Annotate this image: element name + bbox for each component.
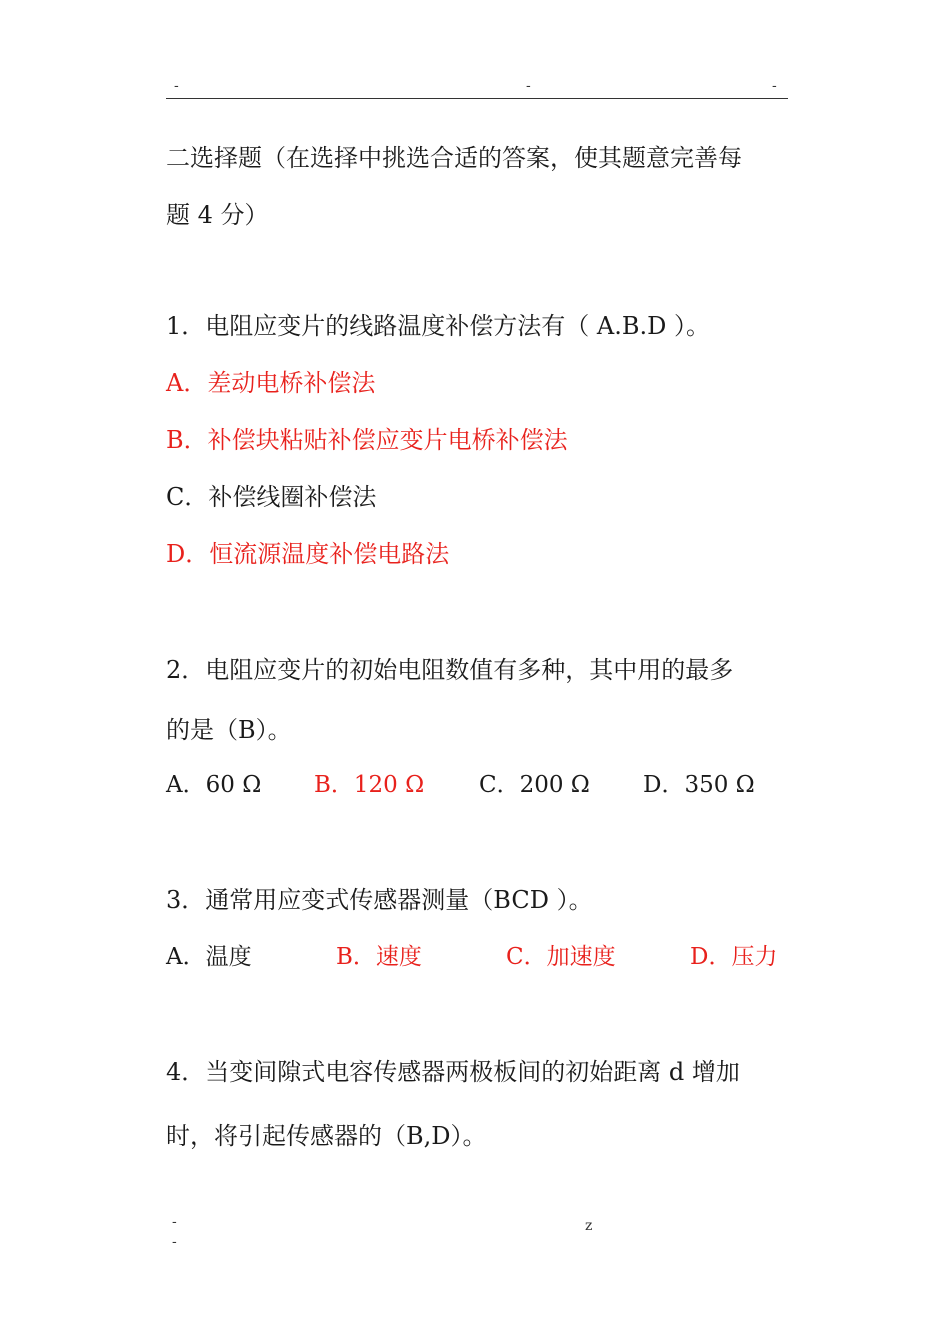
question-2-stem-line-1: 2．电阻应变片的初始电阻数值有多种，其中用的最多 <box>166 656 734 684</box>
header-left-mark: - <box>174 78 179 94</box>
question-3-stem: 3．通常用应变式传感器测量（BCD ）。 <box>166 886 593 914</box>
question-2-option-b: B．120 Ω <box>314 772 425 798</box>
footer-left-mark-top: - <box>172 1214 177 1230</box>
question-3-option-c: C．加速度 <box>506 944 616 970</box>
question-1-option-b: B．补偿块粘贴补偿应变片电桥补偿法 <box>166 426 568 454</box>
section-title-line-1: 二选择题（在选择中挑选合适的答案，使其题意完善每 <box>166 144 742 172</box>
question-3-option-a: A．温度 <box>166 944 252 970</box>
question-2-stem-line-2: 的是（B）。 <box>166 716 292 744</box>
question-2-option-a: A．60 Ω <box>166 772 262 798</box>
question-2-option-c: C．200 Ω <box>479 772 590 798</box>
section-title-line-2: 题 4 分） <box>166 201 269 229</box>
question-4-stem-line-2: 时，将引起传感器的（B,D）。 <box>166 1122 487 1150</box>
header-center-mark: - <box>526 78 531 94</box>
question-1-option-a: A．差动电桥补偿法 <box>166 369 376 397</box>
header-right-mark: - <box>772 78 777 94</box>
question-1-stem: 1．电阻应变片的线路温度补偿方法有（ A.B.D ）。 <box>166 312 710 340</box>
question-1-option-d: D．恒流源温度补偿电路法 <box>166 540 450 568</box>
footer-left-mark-bottom: - <box>172 1234 177 1250</box>
footer-center-mark: z <box>585 1218 593 1234</box>
question-2-option-d: D．350 Ω <box>643 772 755 798</box>
question-1-option-c: C．补偿线圈补偿法 <box>166 483 377 511</box>
question-3-option-d: D．压力 <box>690 944 778 970</box>
question-3-option-b: B．速度 <box>336 944 422 970</box>
page-header <box>166 76 788 99</box>
question-4-stem-line-1: 4．当变间隙式电容传感器两极板间的初始距离 d 增加 <box>166 1058 740 1086</box>
